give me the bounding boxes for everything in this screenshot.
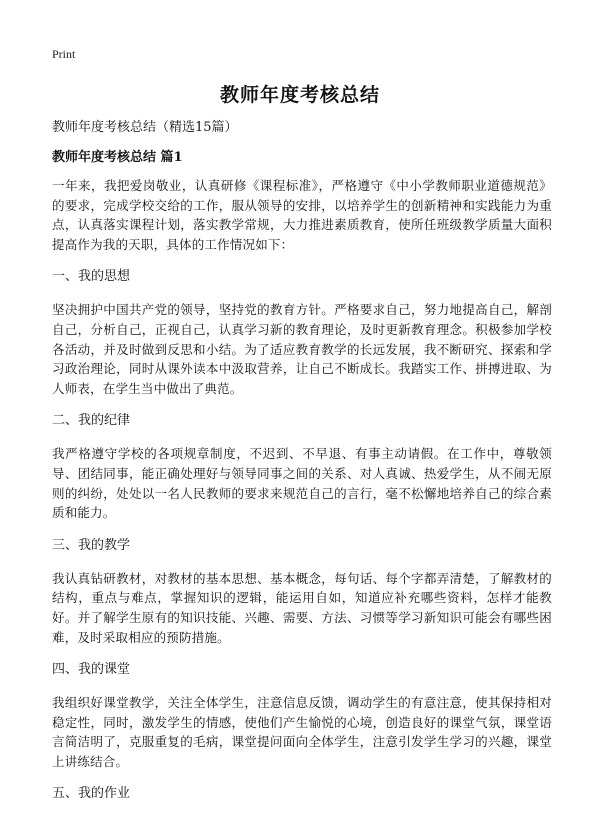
document-subtitle: 教师年度考核总结（精选15篇） (52, 120, 238, 135)
heading-teaching: 三、我的教学 (52, 537, 131, 553)
heading-homework: 五、我的作业 (52, 786, 131, 802)
heading-classroom: 四、我的课堂 (52, 662, 131, 678)
document-title: 教师年度考核总结 (219, 84, 380, 106)
print-link[interactable]: Print (52, 47, 76, 61)
section-title: 教师年度考核总结 篇1 (52, 150, 183, 165)
paragraph-teaching: 我认真钻研教材，对教材的基本思想、基本概念，每句话、每个字都弄清楚，了解教材的结构，重点与难点，掌握知识的逻辑，能运用自如，知道应补充哪些资料，怎样才能教好。并了解学生原有的知识技能、兴趣、需要、方法、习惯等学习新知识可能会有哪些困难，及时采取相应的预防措施。 (52, 570, 552, 645)
intro-paragraph: 一年来，我把爱岗敬业，认真研修《课程标准》，严格遵守《中小学教师职业道德规范》的要求，完成学校交给的工作，服从领导的安排，以培养学生的创新精神和实践能力为重点，认真落实课程计划，落实教学常规，大力推进素质教育，使所任班级教学质量大面积提高作为我的天职，具体的工作情况如下： (52, 178, 552, 252)
document-body (52, 119, 552, 817)
paragraph-thought: 坚决拥护中国共产党的领导，坚持党的教育方针。严格要求自己，努力地提高自己，解剖自己，分析自己，正视自己，认真学习新的教育理论，及时更新教育理念。积极参加学校各活动，并及时做到反思和小结。为了适应教育教学的长远发展，我不断研究、探索和学习政治理论，同时从课外读本中汲取营养，让自己不断成长。我踏实工作、拼搏进取、为人师表，在学生当中做出了典范。 (52, 302, 552, 396)
heading-discipline: 二、我的纪律 (52, 413, 131, 429)
paragraph-discipline: 我严格遵守学校的各项规章制度，不迟到、不早退、有事主动请假。在工作中，尊敬领导、团结同事，能正确处理好与领导同事之间的关系、对人真诚、热爱学生，从不闹无原则的纠纷，处处以一名人民教师的要求来规范自己的言行，毫不松懈地培养自己的综合素质和能力。 (52, 446, 552, 521)
paragraph-classroom: 我组织好课堂教学，关注全体学生，注意信息反馈，调动学生的有意注意，使其保持相对稳定性，同时，激发学生的情感，使他们产生愉悦的心境，创造良好的课堂气氛，课堂语言简洁明了，克服重复的毛病，课堂提问面向全体学生，注意引发学生学习的兴趣，课堂上讲练结合。 (52, 695, 552, 769)
heading-thought: 一、我的思想 (52, 269, 131, 285)
